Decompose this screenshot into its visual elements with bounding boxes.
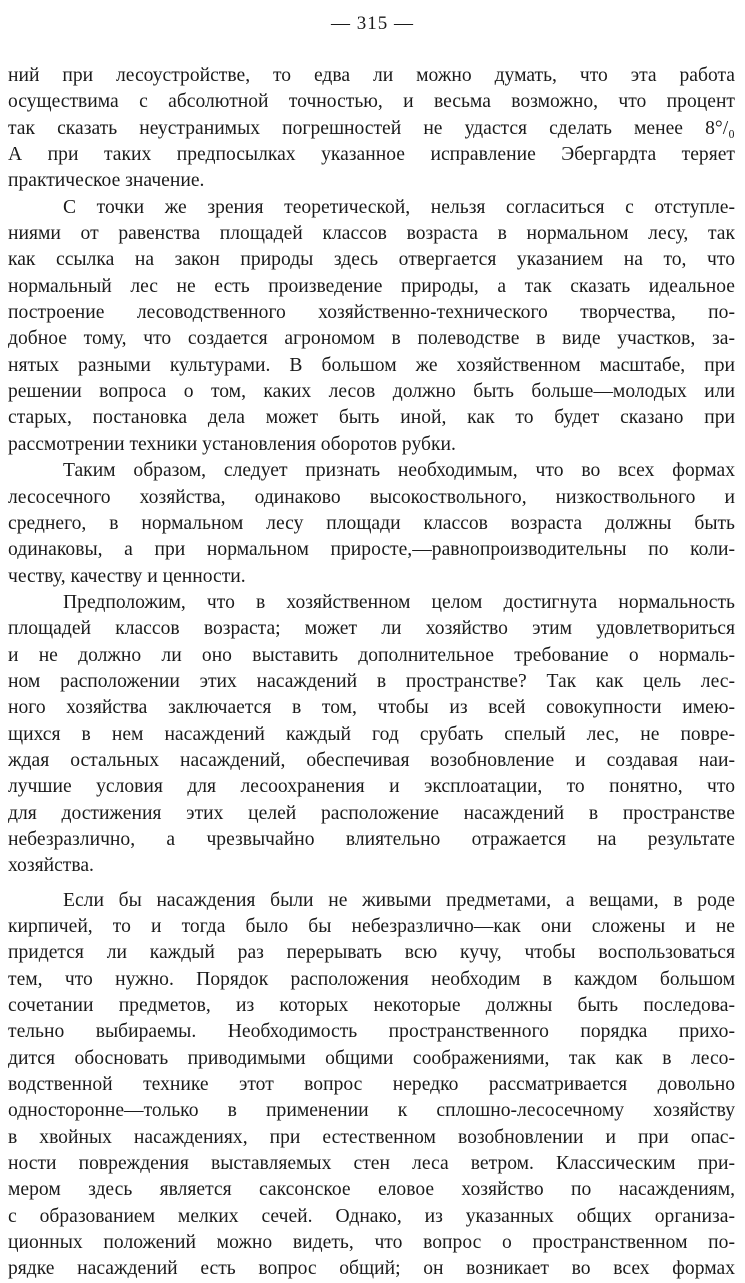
paragraph xyxy=(8,458,735,590)
paragraph xyxy=(8,888,735,1283)
text-line: площадей классов возраста; может ли хозяйство этим удовлетвориться xyxy=(8,618,735,640)
text-line: для достижения этих целей расположение насаждений в пространстве xyxy=(8,802,735,824)
text-line: в хвойных насаждениях, при естественном возобновлении и при опас- xyxy=(8,1126,735,1148)
text-line: тельно выбираемы. Необходимость пространственного порядка прихо- xyxy=(8,1021,735,1043)
text-line: односторонне—только в применении к сплошно-лесосечному хозяйству xyxy=(8,1100,735,1122)
text-line: ний при лесоустройстве, то едва ли можно думать, что эта работа xyxy=(8,65,735,86)
text-line: водственной технике этот вопрос нередко рассматривается довольно xyxy=(8,1074,735,1096)
text-line: честву, качеству и ценности. xyxy=(8,565,246,587)
text-line: А при таких предпосылках указанное исправление Эбергардта теряет xyxy=(8,144,735,166)
text-line: тем, что нужно. Порядок расположения необходим в каждом большом xyxy=(8,968,735,990)
text-line: ном расположении этих насаждений в пространстве? Так как цель лес- xyxy=(8,670,735,692)
text-line: добное тому, что создается агрономом в полеводстве в виде участков, за- xyxy=(8,328,735,350)
text-line: рядке насаждений есть вопрос общий; он возникает во всех формах xyxy=(8,1258,735,1280)
paragraph xyxy=(8,195,735,458)
text-line: С точки же зрения теоретической, нельзя согласиться с отступле- xyxy=(63,196,735,218)
text-line: построение лесоводственного хозяйственно-технического творчества, по- xyxy=(8,302,735,324)
text-line: лесосечного хозяйства, одинаково высокоствольного, низкоствольного и xyxy=(8,486,735,508)
page-number: — 315 — xyxy=(331,13,414,34)
text-line: среднего, в нормальном лесу площади классов возраста должны быть xyxy=(8,512,735,534)
text-line: придется ли каждый раз перерывать всю кучу, чтобы воспользоваться xyxy=(8,942,735,964)
text-line: мером здесь является саксонское еловое хозяйство по насаждениям, xyxy=(8,1179,735,1201)
text-line: сочетании предметов, из которых некоторые должны быть последова- xyxy=(8,995,735,1017)
text-line: лучшие условия для лесоохранения и эксплоатации, то понятно, что xyxy=(8,776,735,798)
text-line: ждая остальных насаждений, обеспечивая возобновление и создавая наи- xyxy=(8,749,735,771)
text-line: ного хозяйства заключается в том, чтобы из всей совокупности имею- xyxy=(8,697,735,719)
text-line: Таким образом, следует признать необходимым, что во всех формах xyxy=(63,460,735,482)
text-line: так сказать неустранимых погрешностей не удастся сделать менее 8°/₀ xyxy=(8,117,735,139)
text-line: щихся в нем насаждений каждый год срубать спелый лес, не повре- xyxy=(8,723,735,745)
text-line: Если бы насаждения были не живыми предметами, а вещами, в роде xyxy=(63,889,735,911)
text-line: одинаковы, а при нормальном приросте,—равнопроизводительны по коли- xyxy=(8,539,735,561)
text-line: решении вопроса о том, каких лесов должно быть больше—молодых или xyxy=(8,381,735,403)
text-line: практическое значение. xyxy=(8,170,205,192)
text-line: небезразлично, а чрезвычайно влиятельно отражается на результате xyxy=(8,828,735,850)
text-line: осуществима с абсолютной точностью, и весьма возможно, что процент xyxy=(8,91,735,113)
text-line: и не должно ли оно выставить дополнительное требование о нормаль- xyxy=(8,644,735,666)
text-line: нормальный лес не есть произведение природы, а так сказать идеальное xyxy=(8,275,735,297)
text-line: старых, постановка дела может быть иной, как то будет сказано при xyxy=(8,407,735,429)
text-line: хозяйства. xyxy=(8,855,94,877)
text-line: рассмотрении техники установления оборотов рубки. xyxy=(8,433,456,455)
text-line: ниями от равенства площадей классов возраста в нормальном лесу, так xyxy=(8,223,735,245)
paragraph-gap xyxy=(8,880,735,888)
text-line: нятых разными культурами. В большом же хозяйственном масштабе, при xyxy=(8,354,735,376)
text-line: ционных положений можно видеть, что вопрос о пространственном по- xyxy=(8,1232,735,1254)
text-line: Предположим, что в хозяйственном целом достигнута нормальность xyxy=(63,591,735,613)
text-line: как ссылка на закон природы здесь отвергается указанием на то, что xyxy=(8,249,735,271)
text-line: с образованием мелких сечей. Однако, из указанных общих организа- xyxy=(8,1205,735,1227)
text-line: кирпичей, то и тогда было бы небезразлично—как они сложены и не xyxy=(8,916,735,937)
paragraph xyxy=(8,63,735,195)
paragraph xyxy=(8,590,735,880)
text-line: дится обосновать приводимыми общими соображениями, так как в лесо- xyxy=(8,1047,735,1069)
body-text xyxy=(8,63,735,1283)
text-line: ности повреждения выставляемых стен леса ветром. Классическим при- xyxy=(8,1153,735,1175)
